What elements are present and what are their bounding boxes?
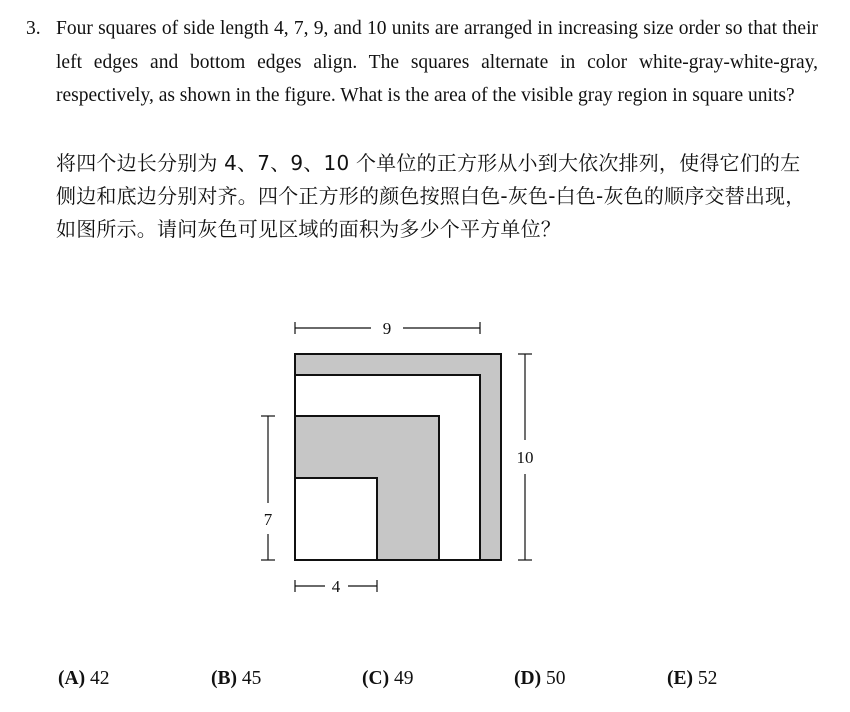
choice-b-value: 45 <box>241 668 262 689</box>
answer-choices <box>0 668 850 698</box>
square-9-white <box>295 375 480 560</box>
choice-c-label: (C) <box>362 668 390 689</box>
problem-number: 3. <box>26 18 41 39</box>
dimension-4 <box>295 580 377 592</box>
choice-e[interactable] <box>667 668 717 690</box>
square-10-gray <box>295 354 501 560</box>
dimension-9 <box>295 322 480 334</box>
problem-text-chinese: 将四个边长分别为 4、7、9、10 个单位的正方形从小到大依次排列，使得它们的左侧边和底边分别对齐。四个正方形的颜色按照白色-灰色-白色-灰色的顺序交替出现，如图所示。请问灰色可见区域的面积为多少个平方单位？ <box>56 151 806 241</box>
dimension-7 <box>261 416 275 560</box>
square-7-gray <box>295 416 439 560</box>
choice-b[interactable] <box>211 668 261 690</box>
choice-c[interactable] <box>362 668 413 690</box>
dimension-10-label: 10 <box>516 448 534 467</box>
choice-c-value: 49 <box>393 668 414 689</box>
choice-d-label: (D) <box>514 668 542 689</box>
choice-a-label: (A) <box>58 668 86 689</box>
choice-b-label: (B) <box>211 668 237 689</box>
problem-text-english: Four squares of side length 4, 7, 9, and 10 units are arranged in increasing size order so that their left edges and bottom edges align. The squares alternate in color white-gray-white-gray, respectively, as shown in the figure. What is the area of the visible gray region in square units? <box>56 18 818 106</box>
choice-a-value: 42 <box>89 668 110 689</box>
dimension-10 <box>518 354 532 560</box>
choice-e-label: (E) <box>667 668 693 689</box>
dimension-9-label: 9 <box>382 319 392 338</box>
dimension-4-label: 4 <box>331 577 341 596</box>
choice-e-value: 52 <box>697 668 718 689</box>
choice-a[interactable] <box>58 668 109 690</box>
square-4-white <box>295 478 377 560</box>
choice-d[interactable] <box>514 668 565 690</box>
choice-d-value: 50 <box>545 668 566 689</box>
dimension-7-label: 7 <box>263 510 273 529</box>
